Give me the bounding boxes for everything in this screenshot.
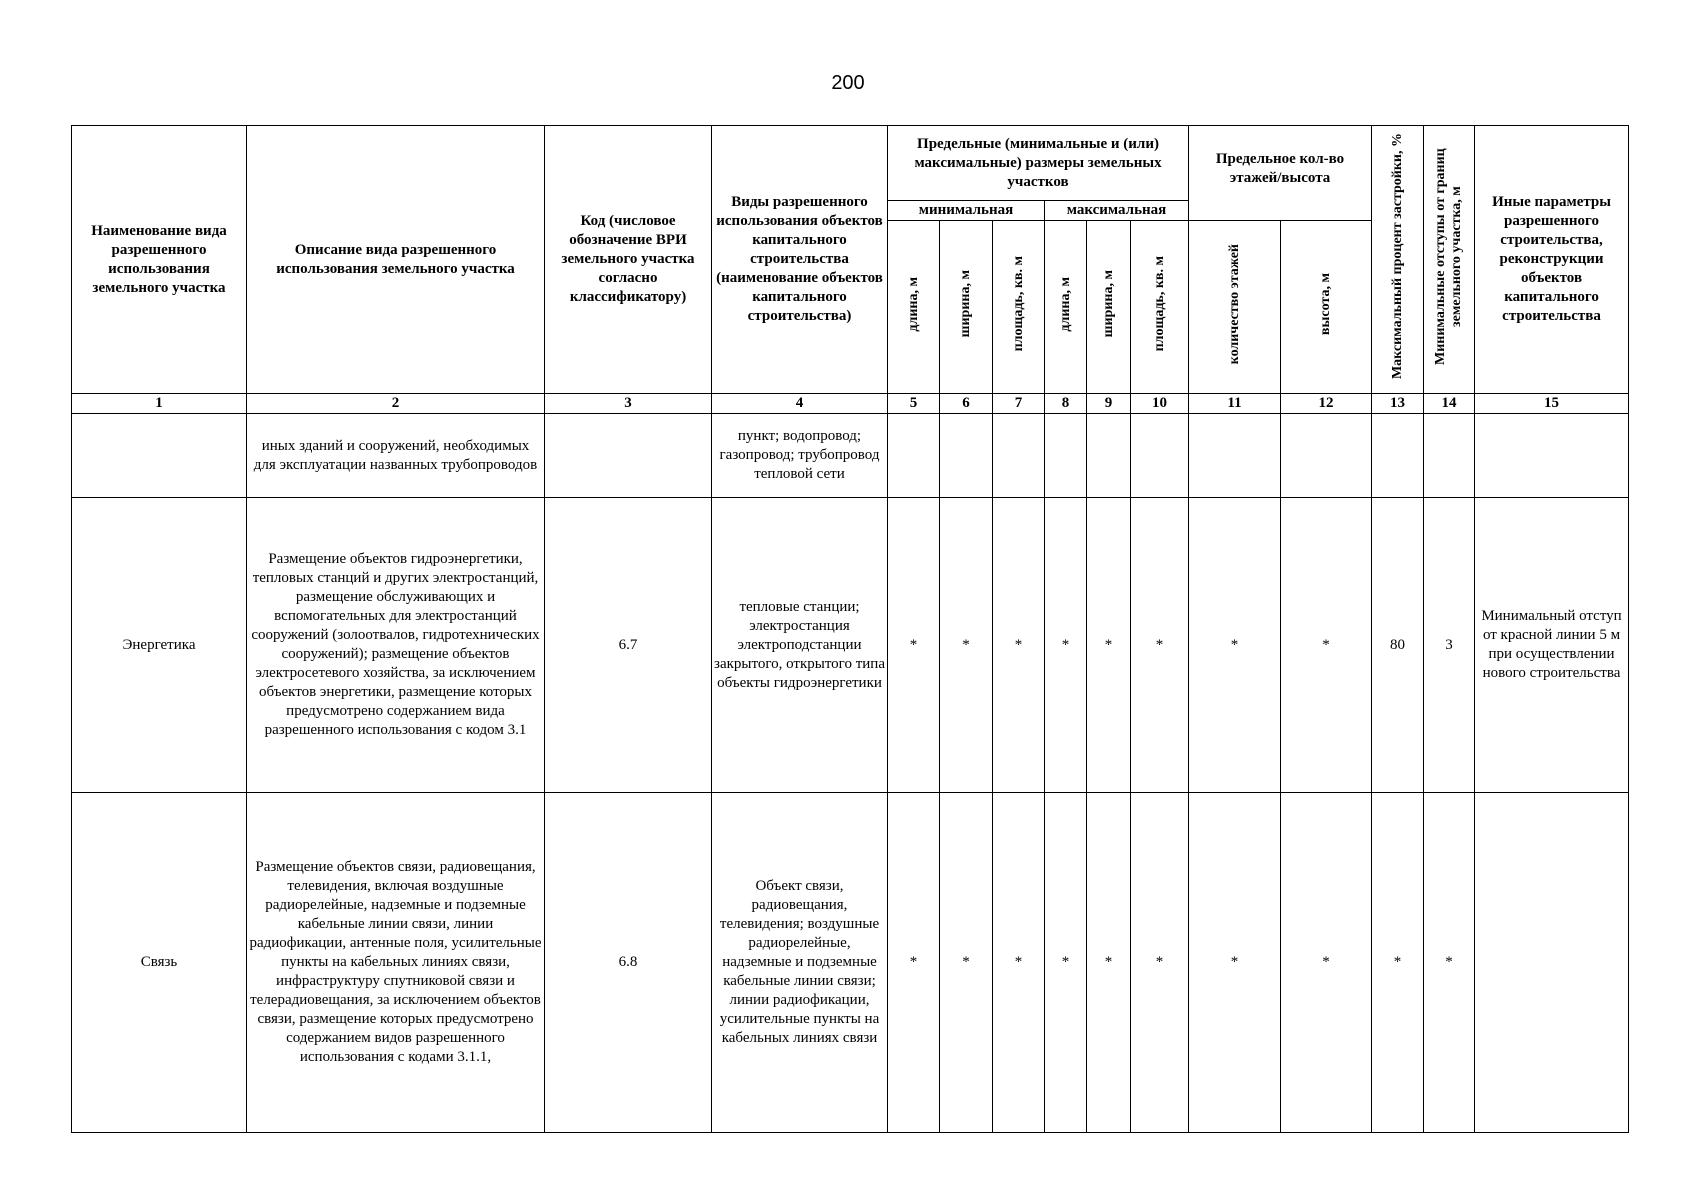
header-max-width: ширина, м xyxy=(1087,221,1131,394)
header-floor-count: количество этажей xyxy=(1189,221,1281,394)
cell-max-area xyxy=(1131,414,1189,498)
cell-capital-objects: тепловые станции; электростанция электроподстанции закрытого, открытого типа объекты гидроэнергетики xyxy=(712,498,888,793)
header-minimum: минимальная xyxy=(888,201,1045,221)
cell-description: Размещение объектов гидроэнергетики, тепловых станций и других электростанций, размещение обслуживающих и вспомогательных для электростанций сооружений (золоотвалов, гидротехнических сооружений); размещение объектов электросетевого хозяйства, за исключением объектов энергетики, размещение которых предусмотрено содержанием вида разрешенного использования с кодом 3.1 xyxy=(247,498,545,793)
cell-floor-count: * xyxy=(1189,498,1281,793)
cell-min-area: * xyxy=(993,498,1045,793)
cell-min-setbacks: * xyxy=(1424,793,1475,1133)
cell-max-width: * xyxy=(1087,793,1131,1133)
column-number: 13 xyxy=(1372,394,1424,414)
cell-other-parameters: Минимальный отступ от красной линии 5 м при осуществлении нового строительства xyxy=(1475,498,1629,793)
cell-capital-objects: пункт; водопровод; газопровод; трубопровод тепловой сети xyxy=(712,414,888,498)
column-number: 6 xyxy=(940,394,993,414)
column-number: 15 xyxy=(1475,394,1629,414)
cell-land-use-name: Энергетика xyxy=(72,498,247,793)
header-min-setbacks: Минимальные отступы от границ земельного участка, м xyxy=(1424,126,1475,394)
header-max-building-percent: Максимальный процент застройки, % xyxy=(1372,126,1424,394)
cell-height xyxy=(1281,414,1372,498)
cell-max-building-percent: * xyxy=(1372,793,1424,1133)
cell-max-length: * xyxy=(1045,793,1087,1133)
header-plot-size-limits: Предельные (минимальные и (или) максимальные) размеры земельных участков xyxy=(888,126,1189,201)
cell-min-length: * xyxy=(888,498,940,793)
cell-capital-objects: Объект связи, радиовещания, телевидения; воздушные радиорелейные, надземные и подземные кабельные линии связи; линии радиофикации, усилительные пункты на кабельных линиях связи xyxy=(712,793,888,1133)
table-row xyxy=(72,498,1629,793)
cell-code: 6.7 xyxy=(545,498,712,793)
header-max-length: длина, м xyxy=(1045,221,1087,394)
cell-min-area: * xyxy=(993,793,1045,1133)
column-number: 3 xyxy=(545,394,712,414)
column-number: 4 xyxy=(712,394,888,414)
cell-min-length xyxy=(888,414,940,498)
cell-max-area: * xyxy=(1131,498,1189,793)
header-min-area: площадь, кв. м xyxy=(993,221,1045,394)
column-number: 7 xyxy=(993,394,1045,414)
header-min-length: длина, м xyxy=(888,221,940,394)
column-number: 12 xyxy=(1281,394,1372,414)
cell-max-length xyxy=(1045,414,1087,498)
cell-max-width: * xyxy=(1087,498,1131,793)
cell-min-width: * xyxy=(940,793,993,1133)
cell-floor-count xyxy=(1189,414,1281,498)
column-number: 10 xyxy=(1131,394,1189,414)
cell-max-length: * xyxy=(1045,498,1087,793)
cell-min-width xyxy=(940,414,993,498)
cell-floor-count: * xyxy=(1189,793,1281,1133)
cell-max-area: * xyxy=(1131,793,1189,1133)
header-land-use-name: Наименование вида разрешенного использования земельного участка xyxy=(72,126,247,394)
column-numbers-row xyxy=(72,394,1629,414)
cell-land-use-name: Связь xyxy=(72,793,247,1133)
cell-description: Размещение объектов связи, радиовещания, телевидения, включая воздушные радиорелейные, надземные и подземные кабельные линии связи, линии радиофикации, антенные поля, усилительные пункты на кабельных линиях связи, инфраструктуру спутниковой связи и телерадиовещания, за исключением объектов связи, размещение которых предусмотрено содержанием видов разрешенного использования с кодами 3.1.1, xyxy=(247,793,545,1133)
cell-other-parameters xyxy=(1475,793,1629,1133)
column-number: 11 xyxy=(1189,394,1281,414)
header-description: Описание вида разрешенного использования земельного участка xyxy=(247,126,545,394)
header-maximum: максимальная xyxy=(1045,201,1189,221)
header-other-parameters: Иные параметры разрешенного строительства, реконструкции объектов капитального строительства xyxy=(1475,126,1629,394)
cell-other-parameters xyxy=(1475,414,1629,498)
table-row xyxy=(72,793,1629,1133)
cell-min-length: * xyxy=(888,793,940,1133)
header-max-area: площадь, кв. м xyxy=(1131,221,1189,394)
cell-code xyxy=(545,414,712,498)
column-number: 1 xyxy=(72,394,247,414)
cell-height: * xyxy=(1281,498,1372,793)
cell-min-width: * xyxy=(940,498,993,793)
column-number: 8 xyxy=(1045,394,1087,414)
column-number: 2 xyxy=(247,394,545,414)
page-number: 200 xyxy=(831,72,865,94)
cell-min-area xyxy=(993,414,1045,498)
cell-code: 6.8 xyxy=(545,793,712,1133)
header-min-width: ширина, м xyxy=(940,221,993,394)
cell-min-setbacks xyxy=(1424,414,1475,498)
column-number: 14 xyxy=(1424,394,1475,414)
header-code: Код (числовое обозначение ВРИ земельного участка согласно классификатору) xyxy=(545,126,712,394)
cell-height: * xyxy=(1281,793,1372,1133)
table-row xyxy=(72,414,1629,498)
cell-min-setbacks: 3 xyxy=(1424,498,1475,793)
header-height: высота, м xyxy=(1281,221,1372,394)
cell-max-building-percent xyxy=(1372,414,1424,498)
column-number: 5 xyxy=(888,394,940,414)
cell-land-use-name xyxy=(72,414,247,498)
cell-max-building-percent: 80 xyxy=(1372,498,1424,793)
header-floors-height: Предельное кол-во этажей/высота xyxy=(1189,126,1372,221)
cell-description: иных зданий и сооружений, необходимых для эксплуатации названных трубопроводов xyxy=(247,414,545,498)
header-capital-objects: Виды разрешенного использования объектов капитального строительства (наименование объектов капитального строительства) xyxy=(712,126,888,394)
land-use-table xyxy=(71,125,1629,1133)
cell-max-width xyxy=(1087,414,1131,498)
column-number: 9 xyxy=(1087,394,1131,414)
